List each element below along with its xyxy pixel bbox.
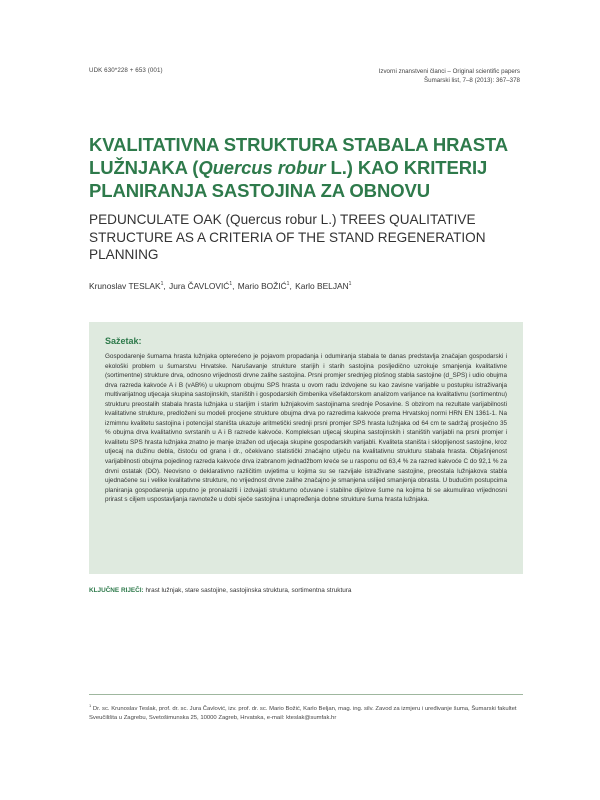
author: Krunoslav TESLAK$^1$, [89,281,166,291]
title-latin-name: Quercus robur [198,157,326,178]
title-part1: KVALITATIVNA STRUKTURA STABALA HRASTA LUŽNJAKA ( [89,134,508,178]
abstract-box [89,322,523,574]
abstract-heading: Sažetak: [105,336,142,346]
subtitle-part1: PEDUNCULATE OAK ( [89,212,230,227]
title-part2: L.) KAO KRITERIJ PLANIRANJA SASTOJINA ZA OBNOVU [89,157,488,201]
abstract-text: Gospodarenje šumama hrasta lužnjaka opterećeno je pojavom propadanja i odumiranja stabala te danas predstavlja značajan gospodarski i ekološki problem u šumarstvu Hrvatske. Narušavanje strukture starijih i starih sastojina posljedično uzrokuje smanjenja kvalitativne (sortimentne) strukture drva, odnosno vrijednosti drvne zalihe sastojina. Prsni promjer srednjeg plošnog stabla sastojine (d_SPS) i udio obujma drva razreda kakvoće A i B (vAB%) u ukupnom obujmu SPS hrasta u ovom radu izdvojene su kao zavisne varijable u postupku istraživanja multivarijatnog utjecaja skupina sastojinskih, staništih i gospodarskih čimbenika višefaktorskom analizom varijance na kvalitativnu (sortimentnu) strukturu preostalih stabala hrasta lužnjaka u starijim i starim lužnjakovim sastojinama srednje Posavine. S obzirom na rezultate varijabilnosti kvalitativne strukture, predloženi su modeli procjene strukture obujma drva po razredima kakvoće prema Hrvatskoj normi HRN EN 1361-1. Na izmimnu kvalitetu sastojina i potencijal staništa ukazuje aritmetički srednji prsni promjer SPS hrasta lužnjaka od 64 cm te sadržaj prosječno 35 % obujma drva kvalitativno svrstanih u A i B razrede kakvoće. Kompleksan utjecaj skupina sastojinskih i staništih varijabli na prsni promjer i kvalitetu SPS hrasta lužnjaka znatno je manje izražen od utjecaja skupine gospodarskih varijabli. Kvaliteta staništa i sklopljenost sastojine, kroz utjecaj na dužinu debla, čistoću od grana i dr., očekivano statistički značajno utječu na kvalitativnu strukturu stabala hrasta. Objašnjenost varijabilnosti obujma pojedinog razreda kakvoće drva izabranom jednadžbom kreće se u rasponu od 63,4 % za razred kakvoće C do 92,1 % za drvni ostatak (DO). Neovisno o deklarativno različitim uvjetima u kojima su se razvijale istraživane sastojine, preostala lužnjakova stabla ujednačene su i velike kvalitativne strukture, no vrijednost drvne zalihe značajno je smanjena uslijed smanjenja obrasta. U budućim postupcima planiranja gospodarenja upputno je pronalaziti i izdvajati strukturno očuvane i stabilne dijelove šume na kojima bi se akumulirao vrijednosni prirast s ciljem uspostavljanja ravnoteže u dobi sječe sastojina i unapređenja dobne strukture šuma hrasta lužnjaka. [105,353,507,504]
footnote-marker: 1 [89,703,92,708]
author-list [89,281,529,291]
article-type: Izvorni znanstveni članci – Original scientific papers [378,68,520,75]
author: Karlo BELJAN$^1$ [295,281,352,291]
keywords [89,587,523,594]
author: Mario BOŽIĆ$^1$, [237,281,292,291]
subtitle-part2: L.) TREES QUALITATIVE STRUCTURE AS A CRITERIA OF THE STAND REGENERATION PLANNING [89,212,486,262]
footnote-text: Dr. sc. Krunoslav Teslak, prof. dr. sc. Jura Čavlović, izv. prof. dr. sc. Mario Božić, Karlo Beljan, mag. ing. silv. Zavod za izmjeru i uređivanje šuma, Šumarski fakultet Sveučilišta u Zagrebu, Svetošimunska 25, 10000 Zagreb, Hrvatska, e-mail: kteslak@sumfak.hr [89,705,517,721]
article-subtitle [89,211,519,264]
journal-info [379,67,520,85]
article-title [89,133,529,202]
author: Jura ČAVLOVIĆ$^1$, [169,281,235,291]
udk-code: UDK 630*228 + 653 (001) [89,67,163,74]
journal-citation: Šumarski list, 7–8 (2013): 367–378 [424,77,520,84]
footnote-divider [89,694,523,695]
subtitle-latin-name: Quercus robur [230,212,317,227]
author-footnote [89,702,519,722]
keywords-text: hrast lužnjak, stare sastojine, sastojinska struktura, sortimentna struktura [143,587,352,594]
keywords-label: KLJUČNE RIJEČI: [89,587,144,594]
